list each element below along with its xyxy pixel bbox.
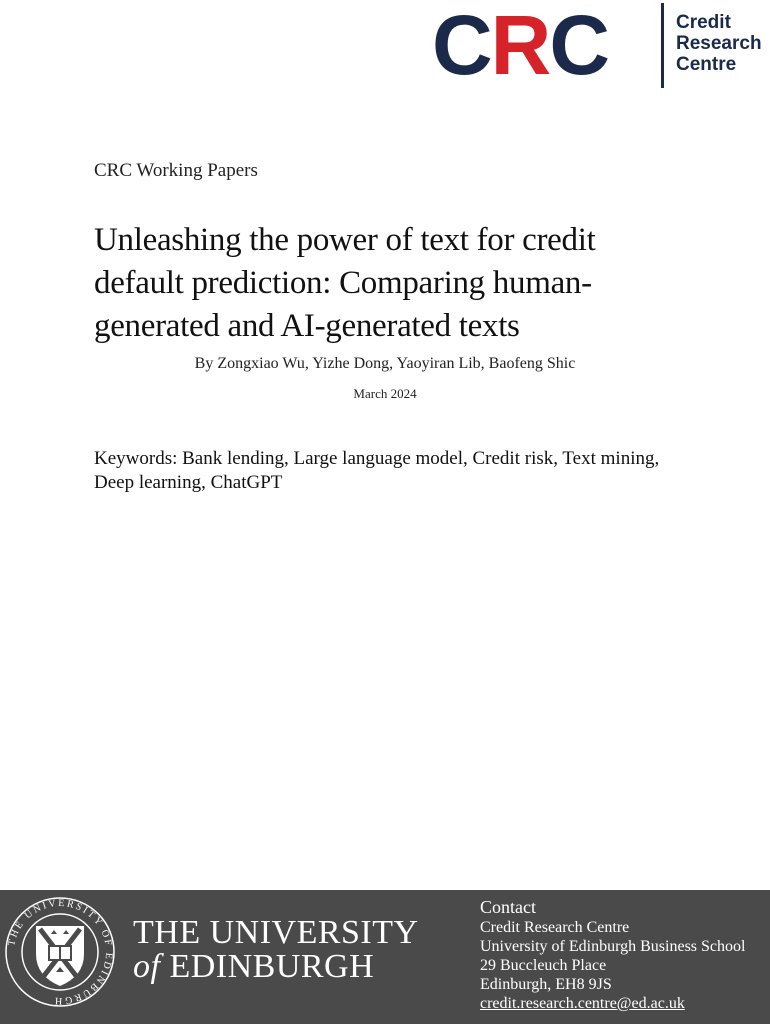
crest-ring-text: THE UNIVERSITY OF EDINBURGH [6,897,115,1007]
logo-caption-line: Centre [676,54,737,75]
logo-caption-line: Research [676,33,762,54]
crc-logo-letter-c2: C [549,0,609,92]
contact-line: Edinburgh, EH8 9JS [480,976,612,993]
university-name-of: of [133,948,161,985]
keywords: Keywords: Bank lending, Large language model, Credit risk, Text mining, Deep learning, ChatGPT [94,448,660,493]
university-name-edinburgh: EDINBURGH [169,948,375,985]
paper-title: Unleashing the power of text for credit default prediction: Comparing human-generated and AI-generated texts [94,222,596,344]
crc-logo [432,0,770,92]
contact-line: University of Edinburgh Business School [480,938,746,955]
crc-logo-letter-r: R [490,0,550,92]
author-line: By Zongxiao Wu, Yizhe Dong, Yaoyiran Lib, Baofeng Shic [194,355,576,372]
series-label: CRC Working Papers [94,160,258,181]
contact-line: Credit Research Centre [480,919,630,936]
crc-logo-caption [676,12,762,75]
university-crest-icon [4,896,116,1008]
university-wordmark [133,916,419,984]
contact-line: 29 Buccleuch Place [480,957,607,974]
university-name-line2 [133,950,419,984]
logo-caption-line: Credit [676,12,731,33]
publication-date: March 2024 [353,386,417,401]
university-name-line1: THE UNIVERSITY [133,914,419,951]
contact-block [480,897,745,1013]
crc-logo-letter-c1: C [432,0,491,92]
logo-divider [661,3,664,88]
contact-email-link[interactable]: credit.research.centre@ed.ac.uk [480,995,685,1012]
crc-logo-letters [432,0,609,92]
contact-heading: Contact [480,897,536,917]
